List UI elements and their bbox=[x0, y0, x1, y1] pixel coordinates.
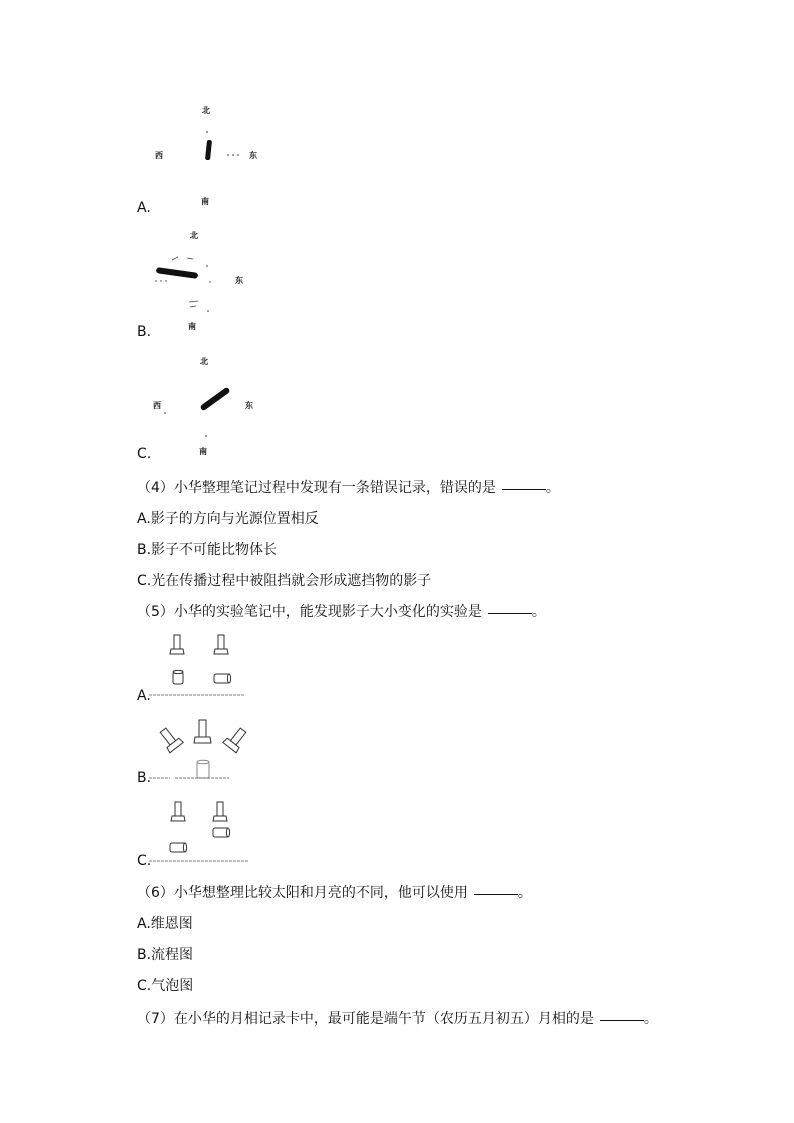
q6-stem-text: （6）小华想整理比较太阳和月亮的不同，他可以使用 bbox=[137, 885, 468, 901]
q6-option-c[interactable]: C.气泡图 bbox=[137, 978, 194, 994]
q6-answer-blank[interactable] bbox=[474, 894, 518, 895]
compass-c-south-label: 南 bbox=[199, 447, 207, 456]
cylinder-lying-icon bbox=[213, 828, 230, 837]
q5-option-a-label: A. bbox=[137, 688, 151, 704]
compass-b-north-label: 北 bbox=[190, 231, 198, 240]
q3-option-b-label: B. bbox=[137, 324, 152, 340]
q5-stem-text: （5）小华的实验笔记中，能发现影子大小变化的实验是 bbox=[137, 604, 482, 620]
q6-stem-suffix: 。 bbox=[517, 885, 532, 901]
compass-c-north-label: 北 bbox=[200, 357, 208, 366]
q7-answer-blank[interactable] bbox=[600, 1020, 644, 1021]
cylinder-lying-icon bbox=[170, 843, 187, 852]
compass-b-south-label: 南 bbox=[188, 322, 196, 331]
q5-stem-suffix: 。 bbox=[531, 604, 546, 620]
q4-option-b[interactable]: B.影子不可能比物体长 bbox=[137, 542, 278, 558]
q4-stem-suffix: 。 bbox=[545, 480, 560, 496]
compass-a-south-label: 南 bbox=[201, 197, 209, 206]
q3-option-a-label: A. bbox=[137, 200, 151, 216]
q4-option-a[interactable]: A.影子的方向与光源位置相反 bbox=[137, 511, 319, 527]
q7-stem-text: （7）在小华的月相记录卡中，最可能是端午节（农历五月初五）月相的是 bbox=[137, 1011, 594, 1027]
q7-stem bbox=[137, 1010, 658, 1028]
compass-a-north-label: 北 bbox=[202, 106, 210, 115]
flashlight-icon bbox=[171, 802, 185, 821]
q4-option-c[interactable]: C.光在传播过程中被阻挡就会形成遮挡物的影子 bbox=[137, 573, 432, 589]
compass-b-east-label: 东 bbox=[235, 276, 243, 285]
q6-option-a[interactable]: A.维恩图 bbox=[137, 916, 193, 932]
compass-a-west-label: 西 bbox=[155, 151, 163, 160]
q3-option-c-label: C. bbox=[137, 446, 152, 462]
q6-option-b[interactable]: B.流程图 bbox=[137, 947, 194, 963]
flashlight-icon bbox=[213, 802, 227, 821]
q6-stem bbox=[137, 884, 532, 902]
q4-stem-text: （4）小华整理笔记过程中发现有一条错误记录，错误的是 bbox=[137, 480, 496, 496]
q5-option-b-label: B. bbox=[137, 770, 152, 786]
q7-stem-suffix: 。 bbox=[643, 1011, 658, 1027]
compass-c-west-label: 西 bbox=[153, 401, 161, 410]
q5-option-c-label: C. bbox=[137, 853, 152, 869]
compass-a-east-label: 东 bbox=[249, 151, 257, 160]
compass-c-east-label: 东 bbox=[245, 401, 253, 410]
